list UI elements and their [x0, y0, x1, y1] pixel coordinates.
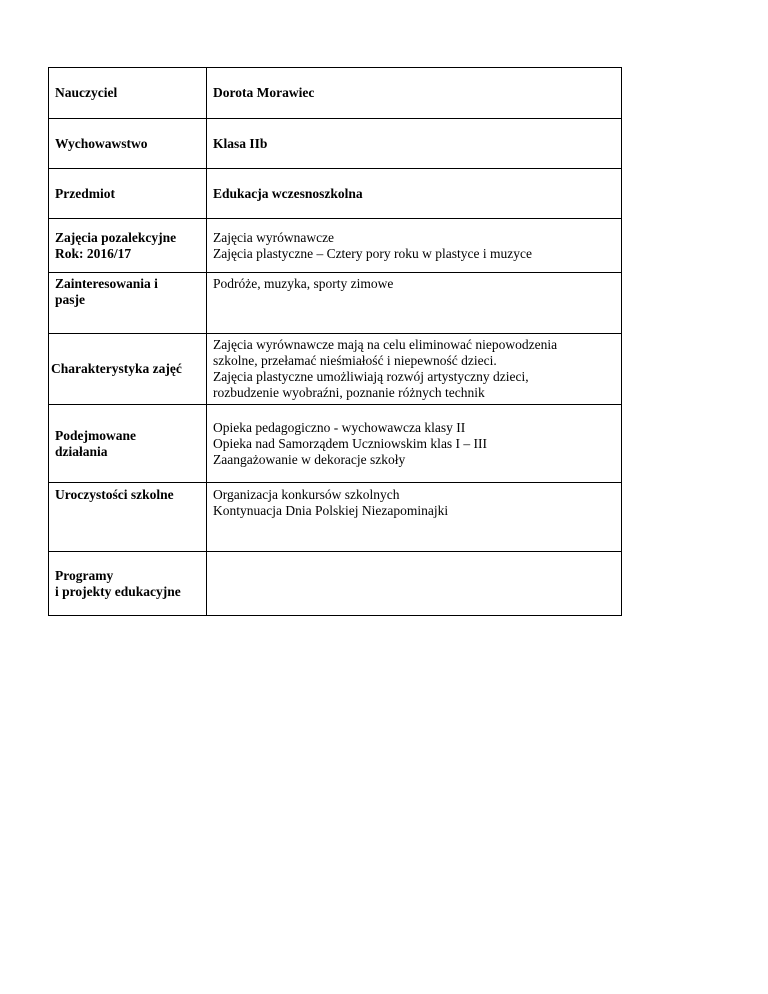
row-przedmiot	[49, 169, 622, 219]
label-wychowawstwo	[49, 119, 207, 169]
value-nauczyciel	[207, 68, 622, 119]
label-line: i projekty edukacyjne	[55, 583, 181, 599]
value-line: Zajęcia wyrównawcze	[213, 229, 335, 245]
label-uroczystosci	[49, 483, 207, 552]
row-charakterystyka	[49, 334, 622, 405]
row-zainteresowania	[49, 273, 622, 334]
label-line: pasje	[55, 292, 85, 307]
value-line: Podróże, muzyka, sporty zimowe	[213, 276, 394, 291]
label-programy	[49, 552, 207, 616]
row-uroczystosci	[49, 483, 622, 552]
value-programy	[207, 552, 622, 616]
label-przedmiot	[49, 169, 207, 219]
label-line: Nauczyciel	[55, 85, 118, 100]
label-charakterystyka	[49, 334, 207, 405]
value-line: Zajęcia plastyczne – Cztery pory roku w plastyce i muzyce	[213, 245, 532, 261]
label-line: działania	[55, 443, 108, 459]
value-line: Zaangażowanie w dekoracje szkoły	[213, 451, 406, 467]
label-zajecia-pozalekcyjne	[49, 219, 207, 273]
label-nauczyciel	[49, 68, 207, 119]
value-line: Opieka pedagogiczno - wychowawcza klasy II	[213, 419, 466, 435]
value-zajecia-pozalekcyjne	[207, 219, 622, 273]
label-line: Przedmiot	[55, 185, 115, 201]
value-przedmiot	[207, 169, 622, 219]
value-uroczystosci	[207, 483, 622, 552]
row-podejmowane-dzialania	[49, 405, 622, 483]
value-line: Organizacja konkursów szkolnych	[213, 487, 400, 502]
row-programy	[49, 552, 622, 616]
label-podejmowane-dzialania	[49, 405, 207, 483]
row-zajecia-pozalekcyjne	[49, 219, 622, 273]
row-nauczyciel	[49, 68, 622, 119]
label-line: Wychowawstwo	[55, 135, 148, 151]
value-wychowawstwo	[207, 119, 622, 169]
row-wychowawstwo	[49, 119, 622, 169]
value-line: Klasa IIb	[213, 135, 268, 151]
label-line: Programy	[55, 567, 114, 583]
label-line: Uroczystości szkolne	[55, 487, 174, 502]
label-line: Charakterystyka zajęć	[51, 361, 182, 376]
value-line: Kontynuacja Dnia Polskiej Niezapominajki	[213, 503, 449, 518]
label-line: Podejmowane	[55, 427, 136, 443]
label-line: Zainteresowania i	[55, 276, 158, 291]
value-line: szkolne, przełamać nieśmiałość i niepewność dzieci.	[213, 353, 497, 368]
value-line: Zajęcia plastyczne umożliwiają rozwój artystyczny dzieci,	[213, 369, 529, 384]
value-line: Zajęcia wyrównawcze mają na celu eliminować niepowodzenia	[213, 337, 558, 352]
label-zainteresowania	[49, 273, 207, 334]
value-podejmowane-dzialania	[207, 405, 622, 483]
value-line: Opieka nad Samorządem Uczniowskim klas I – III	[213, 435, 488, 451]
teacher-profile-table	[48, 67, 622, 616]
value-line: rozbudzenie wyobraźni, poznanie różnych technik	[213, 385, 485, 400]
label-line: Zajęcia pozalekcyjne	[55, 229, 177, 245]
value-line: Dorota Morawiec	[213, 85, 315, 100]
value-zainteresowania	[207, 273, 622, 334]
value-line: Edukacja wczesnoszkolna	[213, 185, 363, 201]
value-charakterystyka	[207, 334, 622, 405]
label-line: Rok: 2016/17	[55, 245, 132, 261]
